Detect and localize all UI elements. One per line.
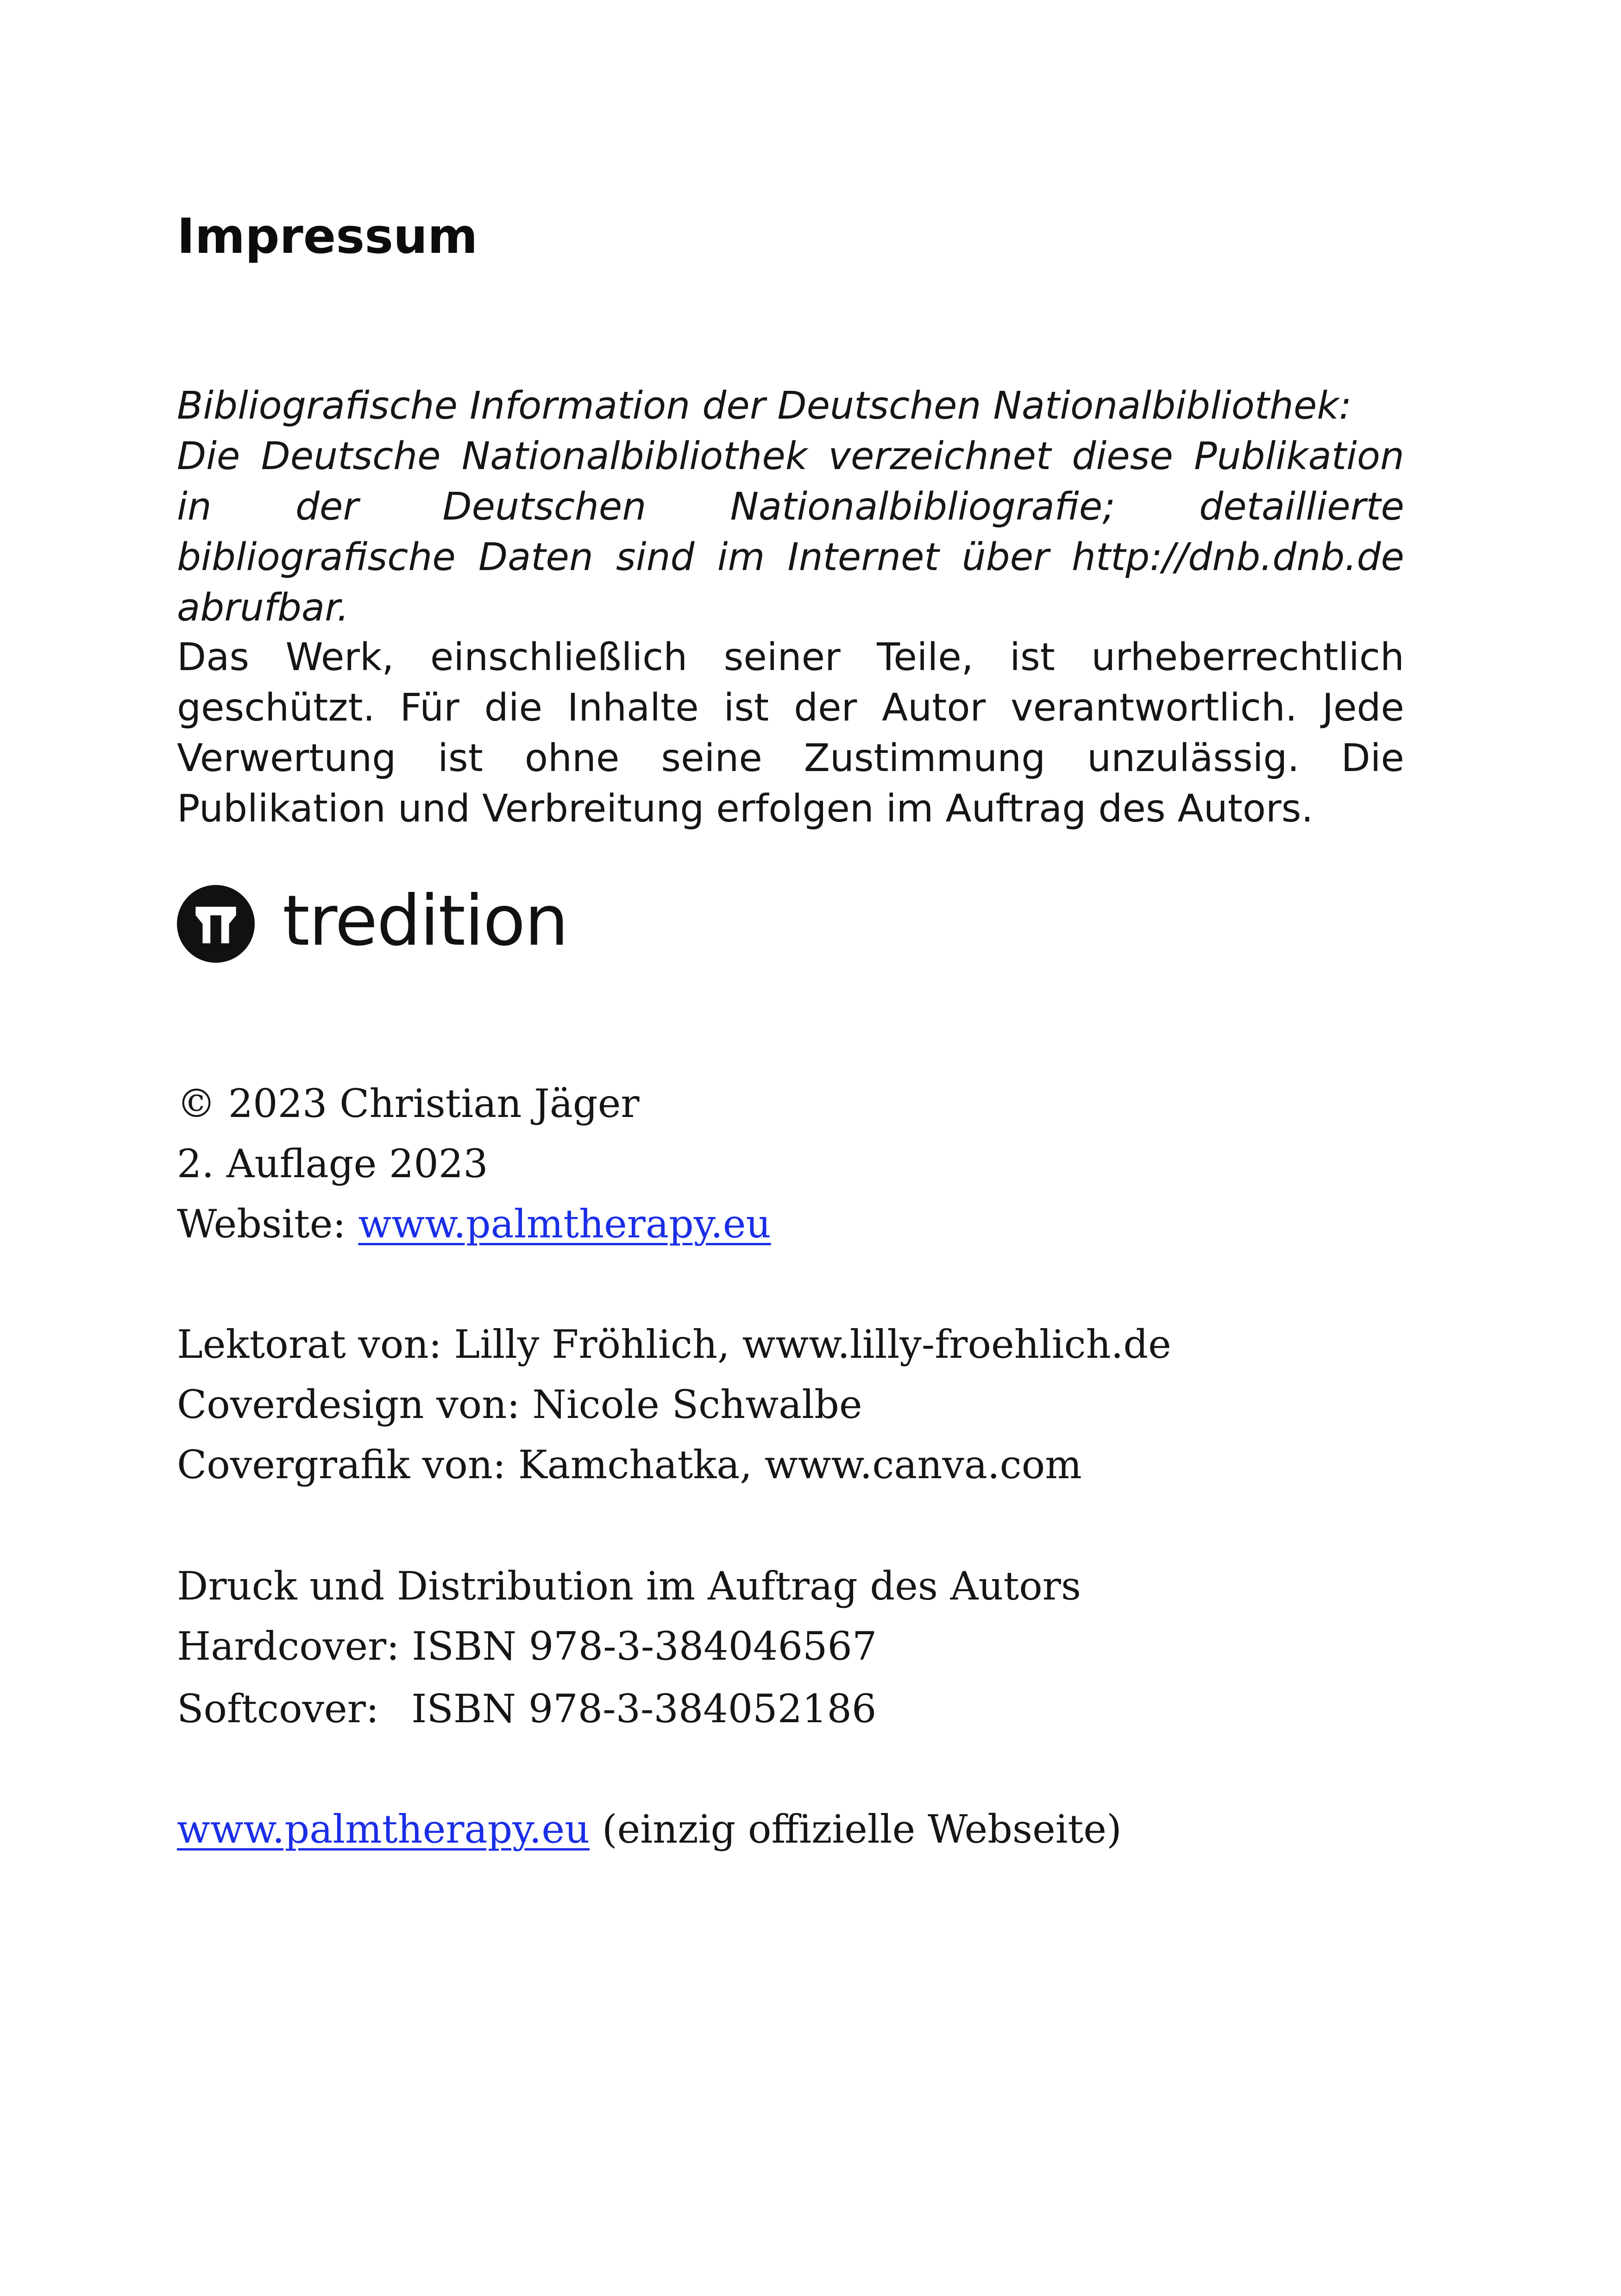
coverdesign-credit: Coverdesign von: Nicole Schwalbe: [177, 1382, 862, 1427]
publisher-name: tredition: [283, 881, 568, 961]
edition-line: 2. Auflage 2023: [177, 1141, 488, 1186]
bibliographic-text: Die Deutsche Nationalbibliothek verzeichnet diese Publikation in der Deutschen Nationalbibliografie; detaillierte bibliografische Daten sind im Internet über http://dnb.dnb.de abrufbar.: [177, 434, 1404, 630]
softcover-isbn: ISBN 978-3-384052186: [411, 1686, 877, 1731]
website-link[interactable]: www.palmtherapy.eu: [358, 1201, 771, 1247]
lektorat-credit: Lektorat von: Lilly Fröhlich, www.lilly-froehlich.de: [177, 1322, 1171, 1367]
publisher-logo: [177, 882, 568, 966]
hardcover-isbn: ISBN 978-3-384046567: [412, 1624, 877, 1669]
bibliographic-heading: Bibliografische Information der Deutschen Nationalbibliothek:: [177, 384, 1352, 428]
official-site-note: (einzig offizielle Webseite): [602, 1807, 1122, 1852]
bibliographic-info: [177, 381, 1404, 633]
official-site-line: [177, 1804, 1122, 1855]
distribution-line: Druck und Distribution im Auftrag des Autors: [177, 1563, 1081, 1609]
website-line: [177, 1198, 771, 1249]
rights-paragraph: Das Werk, einschließlich seiner Teile, ist urheberrechtlich geschützt. Für die Inhalte ist der Autor verantwortlich. Jede Verwertung ist ohne seine Zustimmung unzulässig. Die Publikation und Verbreitung erfolgen im Auftrag des Autors.: [177, 635, 1404, 831]
page-title: Impressum: [177, 208, 478, 264]
softcover-label: Softcover:: [177, 1686, 379, 1731]
copyright-line: © 2023 Christian Jäger: [177, 1081, 640, 1126]
covergrafik-credit: Covergrafik von: Kamchatka, www.canva.com: [177, 1442, 1082, 1487]
hardcover-isbn-line: [177, 1621, 877, 1672]
tredition-logo-mark-icon: [177, 885, 255, 963]
hardcover-label: Hardcover:: [177, 1624, 400, 1669]
softcover-isbn-line: [177, 1683, 876, 1734]
official-site-link[interactable]: www.palmtherapy.eu: [177, 1807, 590, 1852]
website-label: Website:: [177, 1201, 346, 1247]
